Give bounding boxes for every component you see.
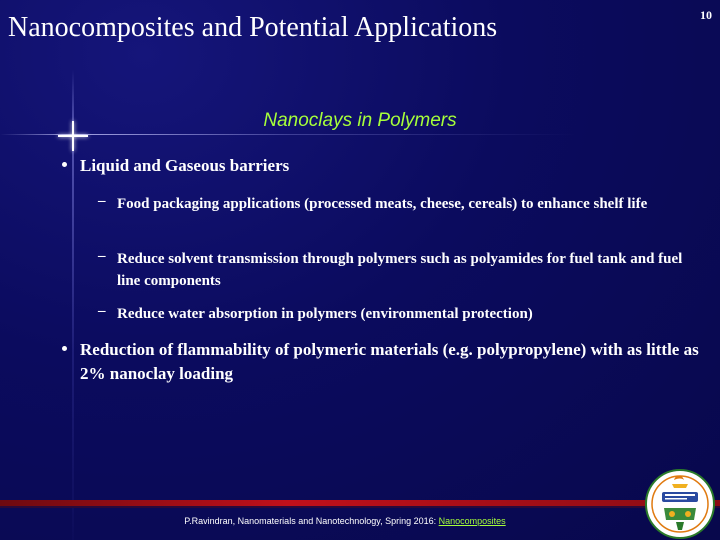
bullet-dot-icon (62, 162, 67, 167)
sub-bullet-text: Food packaging applications (processed meats, cheese, cereals) to enhance shelf life (117, 196, 648, 212)
bullet-dot-icon (62, 346, 67, 351)
slide-subtitle: Nanoclays in Polymers (263, 110, 457, 131)
university-logo-icon (638, 464, 718, 540)
sub-bullet-text: Reduce water absorption in polymers (environmental protection) (117, 306, 533, 322)
decorative-horizontal-line (0, 134, 720, 135)
footer-shadow-bar (0, 506, 720, 508)
dash-marker: – (98, 248, 106, 264)
page-number: 10 (700, 8, 712, 22)
bullet-text: Reduction of flammability of polymeric materials (e.g. polypropylene) with as little as 2% nanoclay loading (80, 340, 699, 383)
slide-title: Nanocomposites and Potential Applications (8, 12, 498, 43)
dash-marker: – (98, 193, 106, 209)
sub-bullet-text: Reduce solvent transmission through polymers such as polyamides for fuel tank and fuel line components (117, 251, 683, 289)
dash-marker: – (98, 303, 106, 319)
footer-text: P.Ravindran, Nanomaterials and Nanotechnology, Spring 2016: (184, 516, 439, 526)
footer (0, 516, 690, 526)
bullet-text: Liquid and Gaseous barriers (80, 156, 290, 175)
footer-link[interactable]: Nanocomposites (438, 516, 506, 526)
